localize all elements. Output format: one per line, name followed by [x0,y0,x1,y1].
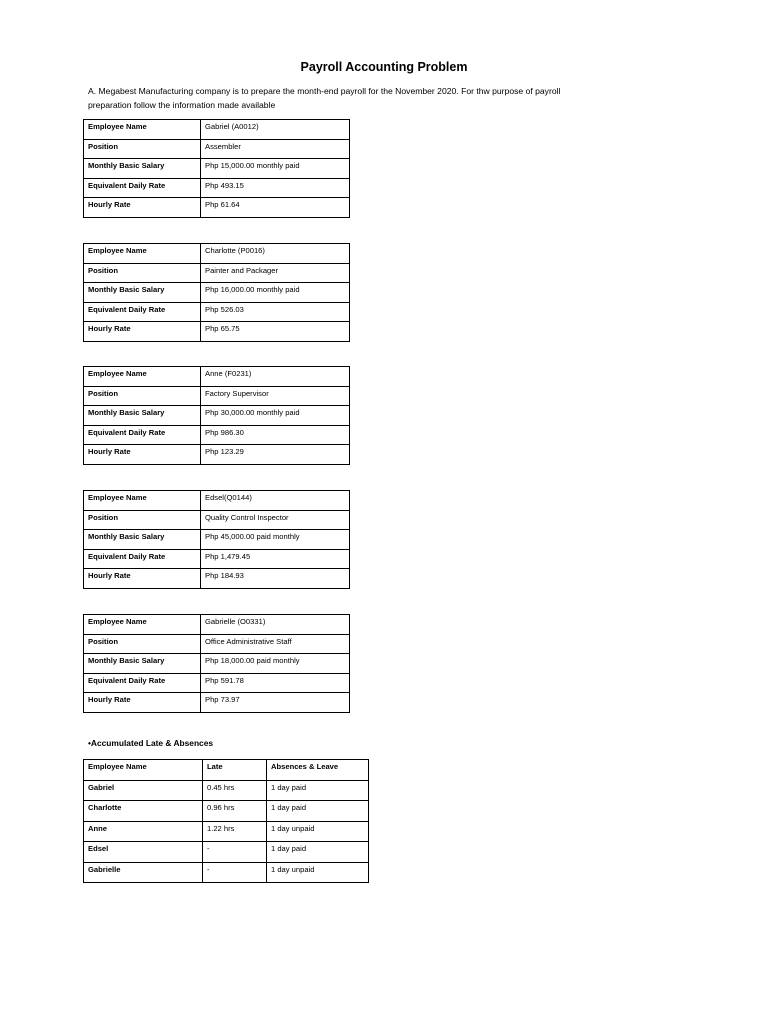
employee-name-value: Gabrielle (O0331) [201,615,350,635]
table-row [84,615,350,635]
table-row [84,159,350,179]
table-cell: 1.22 hrs [203,821,267,842]
hourly-rate-value: Php 123.29 [201,445,350,465]
table-row [84,283,350,303]
hourly-rate-value: Php 184.93 [201,569,350,589]
daily-rate-value: Php 493.15 [201,178,350,198]
employee-name-value: Gabriel (A0012) [201,120,350,140]
position-value: Quality Control Inspector [201,510,350,530]
position-value: Office Administrative Staff [201,634,350,654]
label-daily-rate: Equivalent Daily Rate [84,302,201,322]
table-row [84,178,350,198]
table-row [84,139,350,159]
position-value: Factory Supervisor [201,386,350,406]
column-header: Employee Name [84,760,203,781]
table-cell: Gabrielle [84,862,203,883]
label-monthly-salary: Monthly Basic Salary [84,654,201,674]
label-monthly-salary: Monthly Basic Salary [84,159,201,179]
intro-paragraph [88,84,648,112]
label-position: Position [84,634,201,654]
table-row [84,801,369,822]
table-cell: 1 day paid [267,842,369,863]
table-cell: - [203,842,267,863]
table-row [84,425,350,445]
table-row [84,263,350,283]
table-cell: 0.96 hrs [203,801,267,822]
label-daily-rate: Equivalent Daily Rate [84,673,201,693]
label-monthly-salary: Monthly Basic Salary [84,530,201,550]
table-row [84,530,350,550]
position-value: Painter and Packager [201,263,350,283]
column-header: Absences & Leave [267,760,369,781]
table-row [84,302,350,322]
employee-table-1 [83,119,350,218]
employee-name-value: Anne (F0231) [201,367,350,387]
label-monthly-salary: Monthly Basic Salary [84,406,201,426]
table-row [84,322,350,342]
monthly-salary-value: Php 30,000.00 monthly paid [201,406,350,426]
daily-rate-value: Php 986.30 [201,425,350,445]
employee-table-5 [83,614,350,713]
label-position: Position [84,510,201,530]
daily-rate-value: Php 591.78 [201,673,350,693]
daily-rate-value: Php 526.03 [201,302,350,322]
table-row [84,367,350,387]
table-cell: - [203,862,267,883]
label-hourly-rate: Hourly Rate [84,693,201,713]
label-daily-rate: Equivalent Daily Rate [84,178,201,198]
label-employee-name: Employee Name [84,491,201,511]
table-row [84,120,350,140]
table-cell: 0.45 hrs [203,780,267,801]
table-row [84,549,350,569]
label-employee-name: Employee Name [84,367,201,387]
table-row [84,510,350,530]
table-row [84,842,369,863]
column-header: Late [203,760,267,781]
position-value: Assembler [201,139,350,159]
table-cell: 1 day paid [267,780,369,801]
daily-rate-value: Php 1,479.45 [201,549,350,569]
table-row [84,821,369,842]
table-cell: Edsel [84,842,203,863]
hourly-rate-value: Php 65.75 [201,322,350,342]
table-cell: Gabriel [84,780,203,801]
section-heading: •Accumulated Late & Absences [88,738,214,748]
table-cell: Charlotte [84,801,203,822]
table-row [84,634,350,654]
table-row [84,198,350,218]
employee-name-value: Edsel(Q0144) [201,491,350,511]
table-cell: 1 day unpaid [267,862,369,883]
table-cell: 1 day paid [267,801,369,822]
employee-table-2 [83,243,350,342]
table-row [84,491,350,511]
label-position: Position [84,263,201,283]
label-daily-rate: Equivalent Daily Rate [84,425,201,445]
label-monthly-salary: Monthly Basic Salary [84,283,201,303]
table-row [84,673,350,693]
table-row [84,693,350,713]
label-employee-name: Employee Name [84,615,201,635]
monthly-salary-value: Php 18,000.00 paid monthly [201,654,350,674]
late-absences-table [83,759,369,883]
table-row [84,244,350,264]
table-row [84,406,350,426]
intro-line-2: preparation follow the information made available [88,100,276,110]
page-title: Payroll Accounting Problem [300,60,468,74]
table-row [84,445,350,465]
table-row [84,862,369,883]
label-employee-name: Employee Name [84,120,201,140]
table-cell: Anne [84,821,203,842]
hourly-rate-value: Php 73.97 [201,693,350,713]
table-cell: 1 day unpaid [267,821,369,842]
label-hourly-rate: Hourly Rate [84,445,201,465]
employee-name-value: Charlotte (P0016) [201,244,350,264]
label-employee-name: Employee Name [84,244,201,264]
label-hourly-rate: Hourly Rate [84,198,201,218]
employee-table-3 [83,366,350,465]
hourly-rate-value: Php 61.64 [201,198,350,218]
label-daily-rate: Equivalent Daily Rate [84,549,201,569]
table-row [84,780,369,801]
table-header-row [84,760,369,781]
label-hourly-rate: Hourly Rate [84,569,201,589]
label-hourly-rate: Hourly Rate [84,322,201,342]
table-row [84,386,350,406]
table-row [84,569,350,589]
monthly-salary-value: Php 16,000.00 monthly paid [201,283,350,303]
monthly-salary-value: Php 15,000.00 monthly paid [201,159,350,179]
monthly-salary-value: Php 45,000.00 paid monthly [201,530,350,550]
employee-table-4 [83,490,350,589]
intro-line-1: A. Megabest Manufacturing company is to prepare the month-end payroll for the November 2020. For thw purpose of payroll [88,86,561,96]
label-position: Position [84,139,201,159]
table-row [84,654,350,674]
label-position: Position [84,386,201,406]
